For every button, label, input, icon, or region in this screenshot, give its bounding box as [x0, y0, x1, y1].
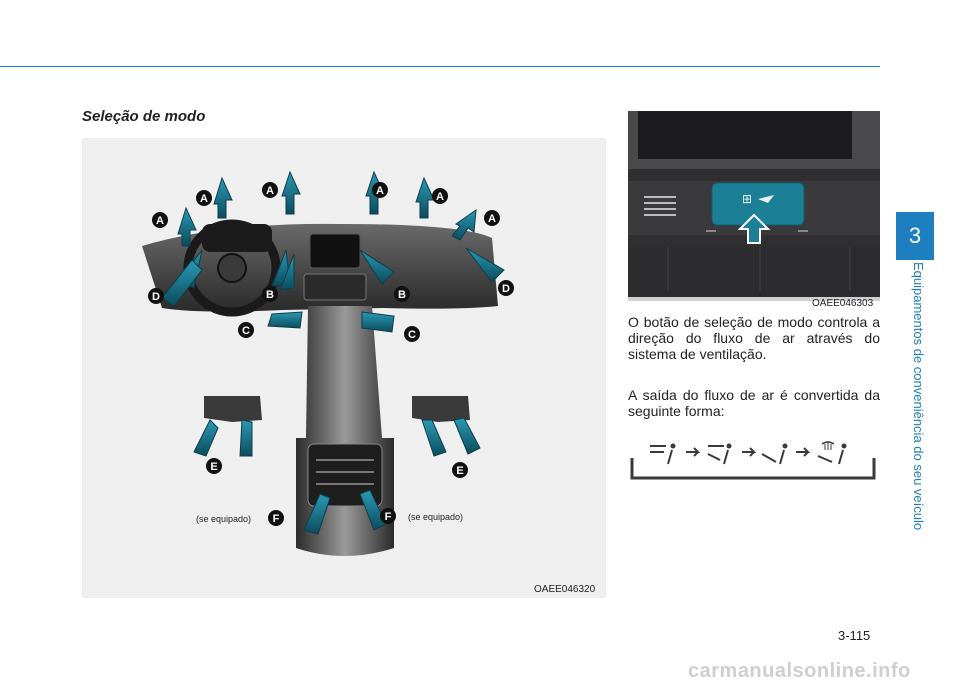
header-rule: [0, 66, 880, 67]
watermark: carmanualsonline.info: [688, 660, 911, 682]
center-display: [310, 234, 360, 268]
svg-text:F: F: [272, 513, 280, 525]
mode-button-illustration: [628, 111, 880, 301]
marker-e1: [206, 458, 222, 474]
figure-right-code: OAEE046303: [812, 298, 874, 309]
svg-text:D: D: [152, 291, 160, 303]
arrow-right-icon: [742, 448, 754, 456]
marker-c2: [404, 326, 420, 342]
face-mode-icon: [650, 444, 676, 465]
display-screen: [638, 111, 852, 159]
figure-left-code: OAEE046320: [534, 584, 596, 595]
mode-sequence: [628, 438, 880, 484]
instrument-cluster: [202, 224, 272, 252]
bi-level-mode-icon: [708, 444, 732, 465]
caption-left: (se equipado): [196, 514, 252, 524]
svg-text:C: C: [242, 325, 250, 337]
marker-a3: [262, 182, 278, 198]
marker-c1: [238, 322, 254, 338]
marker-d2: [498, 280, 514, 296]
marker-a2: [196, 190, 212, 206]
arrow-right-icon: [796, 448, 808, 456]
marker-b1: [262, 286, 278, 302]
marker-a6: [484, 210, 500, 226]
left-footwell: [204, 396, 262, 422]
svg-text:D: D: [502, 283, 510, 295]
marker-a1: [152, 212, 168, 228]
svg-text:A: A: [376, 185, 384, 197]
svg-text:A: A: [436, 191, 444, 203]
dashboard-airflow-illustration: [82, 138, 606, 598]
mode-button-glyph: ⊞: [742, 192, 753, 206]
floor-mode-icon: [762, 444, 788, 465]
section-title: Seleção de modo: [82, 108, 206, 125]
chapter-tab: 3: [896, 212, 934, 260]
marker-a5: [432, 188, 448, 204]
chapter-label: Equipamentos de conveniência do seu veículo: [911, 262, 926, 531]
lower-panel: [628, 247, 880, 301]
svg-text:E: E: [210, 461, 218, 473]
steering-hub: [218, 254, 246, 282]
paragraph-mode-button: O botão de seleção de modo controla a direção do fluxo de ar através do sistema de ventilação.: [628, 314, 880, 362]
climate-controls: [304, 274, 366, 300]
svg-text:F: F: [384, 511, 392, 523]
paragraph-conversion: A saída do fluxo de ar é convertida da seguinte forma:: [628, 387, 880, 419]
page-number: 3-115: [838, 628, 871, 643]
svg-text:A: A: [488, 213, 496, 225]
mode-button-drawing: [628, 111, 880, 301]
svg-text:A: A: [200, 193, 208, 205]
floor-defrost-mode-icon: [818, 442, 847, 464]
mode-sequence-drawing: [628, 438, 880, 484]
arrow-right-icon: [686, 448, 698, 456]
marker-d1: [148, 288, 164, 304]
marker-f2: [380, 508, 396, 524]
caption-right: (se equipado): [408, 512, 464, 522]
marker-f1: [268, 510, 284, 526]
svg-text:E: E: [456, 465, 464, 477]
svg-text:A: A: [266, 185, 274, 197]
marker-e2: [452, 462, 468, 478]
svg-text:B: B: [398, 289, 406, 301]
marker-b2: [394, 286, 410, 302]
dashboard-drawing: [82, 138, 606, 598]
marker-a4: [372, 182, 388, 198]
svg-text:B: B: [266, 289, 274, 301]
svg-text:C: C: [408, 329, 416, 341]
svg-text:A: A: [156, 215, 164, 227]
